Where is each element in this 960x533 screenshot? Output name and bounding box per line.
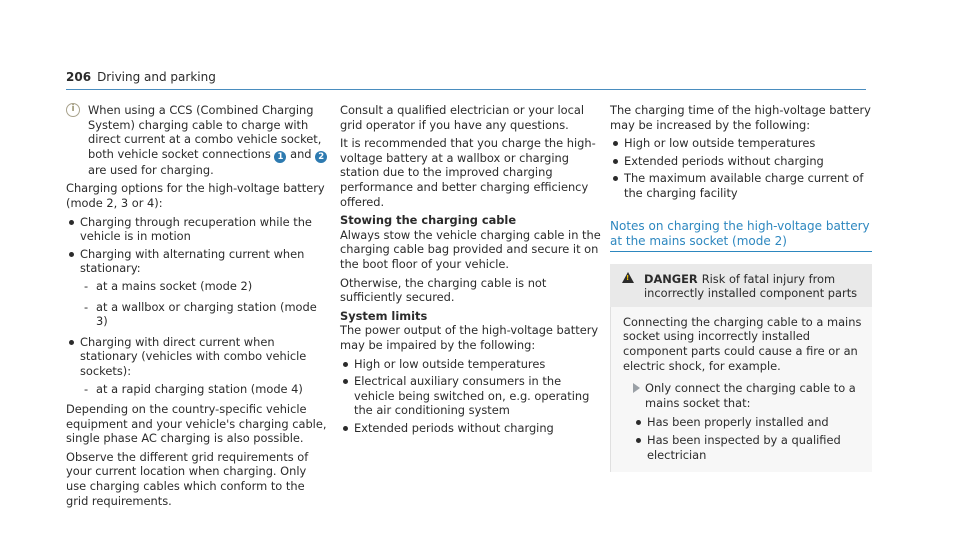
danger-warning-box xyxy=(610,264,872,473)
connection-2-badge: 2 xyxy=(315,151,327,163)
note-text-end: are used for charging. xyxy=(88,162,214,177)
column-1 xyxy=(66,103,328,512)
socket-conditions-list xyxy=(633,415,862,462)
list-item-text: Charging through recuperation while the vehicle is in motion xyxy=(80,214,312,244)
bullet-icon xyxy=(636,438,641,443)
danger-header xyxy=(610,264,872,307)
list-item-text: Charging with alternating current when stationary: xyxy=(80,246,305,276)
bullet-icon xyxy=(343,379,348,384)
bullet-icon xyxy=(69,220,74,225)
subheading-system-limits: System limits xyxy=(340,308,428,323)
list-item xyxy=(66,247,328,329)
list-item-text: Has been inspected by a qualified electrician xyxy=(647,432,841,462)
sub-list-item xyxy=(80,279,328,294)
list-item xyxy=(66,215,328,244)
page-header xyxy=(66,70,866,90)
paragraph: The charging time of the high-voltage battery may be increased by the following: xyxy=(610,103,871,132)
dash-icon: - xyxy=(84,278,89,293)
dash-icon: - xyxy=(84,381,89,396)
list-item-text: Extended periods without charging xyxy=(624,153,824,168)
bullet-icon xyxy=(636,420,641,425)
list-item-text: Extended periods without charging xyxy=(354,420,554,435)
bullet-icon xyxy=(69,252,74,257)
list-item xyxy=(610,154,872,169)
info-icon: i xyxy=(66,103,80,117)
list-item xyxy=(340,374,602,418)
section-title: Driving and parking xyxy=(97,70,216,84)
danger-label: DANGER xyxy=(644,271,698,286)
note-and: and xyxy=(290,146,312,161)
action-text: Only connect the charging cable to a mains socket that: xyxy=(645,381,856,410)
list-item xyxy=(633,433,862,462)
bullet-icon xyxy=(613,141,618,146)
column-2 xyxy=(340,103,602,439)
bullet-icon xyxy=(613,176,618,181)
danger-description: Connecting the charging cable to a mains socket using incorrectly installed component parts could cause a fire or an electric shock, for example. xyxy=(623,314,862,373)
info-note xyxy=(66,103,328,177)
list-item-text: High or low outside temperatures xyxy=(624,136,816,151)
sub-list-item xyxy=(80,300,328,329)
charging-options-list xyxy=(66,215,328,397)
column-3 xyxy=(610,103,872,472)
section-heading-mode2: Notes on charging the high-voltage battery at the mains socket (mode 2) xyxy=(610,219,872,252)
danger-risk-text: Risk of fatal injury from incorrectly installed component parts xyxy=(644,271,858,301)
charging-time-list xyxy=(610,136,872,200)
list-item xyxy=(610,171,872,200)
dash-icon: - xyxy=(84,299,89,314)
bullet-icon xyxy=(343,426,348,431)
list-item xyxy=(633,415,862,430)
paragraph: Otherwise, the charging cable is not sufficiently secured. xyxy=(340,275,547,305)
sub-item-text: at a wallbox or charging station (mode 3) xyxy=(96,299,317,329)
sub-list xyxy=(80,382,328,397)
list-item-text: Has been properly installed and xyxy=(647,415,829,430)
paragraph: Always stow the vehicle charging cable in the charging cable bag provided and secure it on the boot floor of your vehicle. xyxy=(340,227,601,271)
paragraph: Observe the different grid requirements of your current location when charging. Only use charging cables which conform to the grid requirements. xyxy=(66,449,309,508)
danger-body xyxy=(610,307,872,472)
connection-1-badge: 1 xyxy=(274,151,286,163)
subheading-stowing: Stowing the charging cable xyxy=(340,213,517,228)
bullet-icon xyxy=(69,340,74,345)
paragraph: The power output of the high-voltage battery may be impaired by the following: xyxy=(340,323,599,352)
list-item-text: High or low outside temperatures xyxy=(354,356,546,371)
paragraph: Consult a qualified electrician or your local grid operator if you have any questions. xyxy=(340,103,584,132)
list-item-text: Charging with direct current when stationary (vehicles with combo vehicle sockets): xyxy=(80,334,307,378)
bullet-icon xyxy=(343,362,348,367)
sub-item-text: at a mains socket (mode 2) xyxy=(96,278,253,293)
sub-list xyxy=(80,279,328,329)
list-item xyxy=(610,136,872,151)
system-limits-list xyxy=(340,357,602,436)
note-text: When using a CCS (Combined Charging System) charging cable to charge with direct current at a combo vehicle socket, both vehicle socket connections xyxy=(88,103,322,161)
options-intro: Charging options for the high-voltage battery (mode 2, 3 or 4): xyxy=(66,181,325,210)
list-item xyxy=(66,335,328,396)
sub-item-text: at a rapid charging station (mode 4) xyxy=(96,381,303,396)
list-item xyxy=(340,421,602,436)
sub-list-item xyxy=(80,382,328,397)
warning-triangle-icon xyxy=(622,272,634,283)
page-number: 206 xyxy=(66,70,92,84)
paragraph: It is recommended that you charge the high-voltage battery at a wallbox or charging station due to the improved charging performance and better charging efficiency offered. xyxy=(340,136,596,209)
action-step xyxy=(623,381,862,410)
list-item xyxy=(340,357,602,372)
play-arrow-icon xyxy=(633,383,640,393)
list-item-text: The maximum available charge current of the charging facility xyxy=(624,171,864,200)
list-item-text: Electrical auxiliary consumers in the vehicle being switched on, e.g. operating the air conditioning system xyxy=(354,374,590,418)
paragraph: Depending on the country-specific vehicle equipment and your vehicle's charging cable, single phase AC charging is also possible. xyxy=(66,402,327,446)
bullet-icon xyxy=(613,159,618,164)
